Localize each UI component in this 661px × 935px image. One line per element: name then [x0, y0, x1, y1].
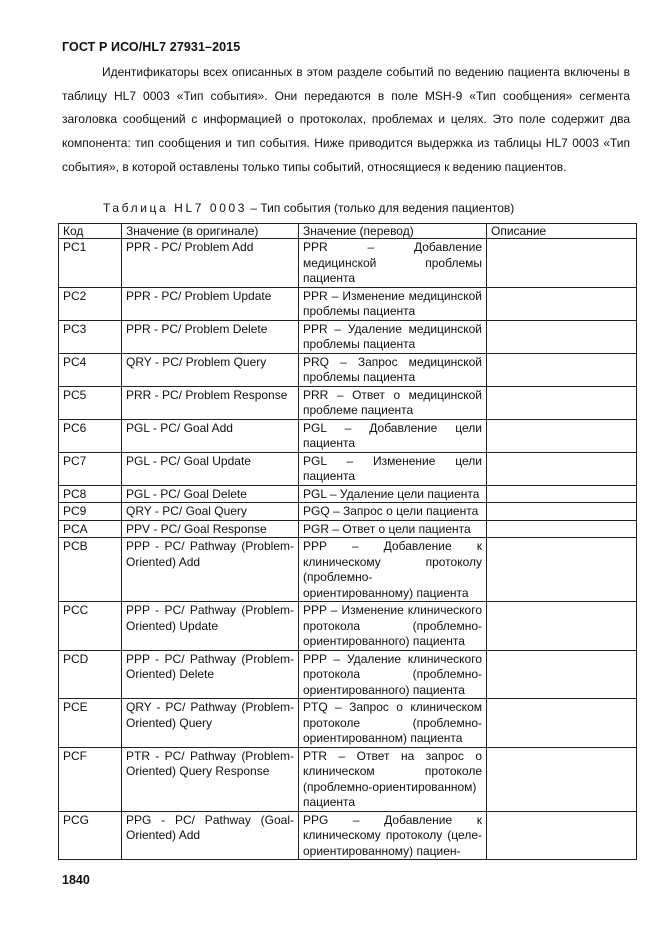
- cell-code: PCG: [59, 811, 122, 860]
- cell-code: PC1: [59, 239, 122, 288]
- cell-translation: PTR – Ответ на запрос о клиническом протоколе (проблемно-ориентированном) пациента: [299, 747, 487, 811]
- cell-description: [487, 538, 637, 602]
- cell-description: [487, 452, 637, 485]
- cell-description: [487, 602, 637, 651]
- cell-description: [487, 320, 637, 353]
- table-row: [59, 287, 637, 320]
- cell-translation: PGR – Ответ о цели пациента: [299, 520, 487, 538]
- cell-description: [487, 419, 637, 452]
- column-header-description: Описание: [487, 224, 637, 239]
- cell-code: PCB: [59, 538, 122, 602]
- cell-translation: PGQ – Запрос о цели пациента: [299, 503, 487, 521]
- table-caption-label: Таблица HL7 0003: [103, 201, 248, 215]
- column-header-original: Значение (в оригинале): [122, 224, 299, 239]
- cell-code: PCD: [59, 650, 122, 699]
- table-row: [59, 452, 637, 485]
- cell-code: PC4: [59, 353, 122, 386]
- cell-translation: PRQ – Запрос медицинской проблемы пациента: [299, 353, 487, 386]
- table-row: [59, 503, 637, 521]
- cell-code: PC7: [59, 452, 122, 485]
- table-body: [59, 239, 637, 860]
- document-header: ГОСТ Р ИСО/HL7 27931–2015: [62, 40, 241, 54]
- cell-original: PPP - PC/ Pathway (Problem-Oriented) Delete: [122, 650, 299, 699]
- cell-translation: PTQ – Запрос о клиническом протоколе (проблемно-ориентированном) пациента: [299, 699, 487, 748]
- cell-description: [487, 811, 637, 860]
- table-row: [59, 602, 637, 651]
- table-row: [59, 699, 637, 748]
- cell-original: PPP - PC/ Pathway (Problem-Oriented) Update: [122, 602, 299, 651]
- column-header-translation: Значение (перевод): [299, 224, 487, 239]
- cell-original: PGL - PC/ Goal Delete: [122, 485, 299, 503]
- cell-code: PCA: [59, 520, 122, 538]
- cell-original: PPP - PC/ Pathway (Problem-Oriented) Add: [122, 538, 299, 602]
- cell-original: QRY - PC/ Goal Query: [122, 503, 299, 521]
- table-row: [59, 320, 637, 353]
- cell-description: [487, 699, 637, 748]
- intro-paragraph: [62, 61, 630, 180]
- table-header-row: [59, 224, 637, 239]
- cell-original: PGL - PC/ Goal Update: [122, 452, 299, 485]
- table-row: [59, 538, 637, 602]
- table-caption: [103, 201, 514, 215]
- event-type-table: [58, 223, 637, 860]
- cell-original: PPG - PC/ Pathway (Goal-Oriented) Add: [122, 811, 299, 860]
- table-row: [59, 419, 637, 452]
- cell-description: [487, 520, 637, 538]
- cell-description: [487, 287, 637, 320]
- cell-original: PRR - PC/ Problem Response: [122, 386, 299, 419]
- column-header-code: Код: [59, 224, 122, 239]
- cell-original: PPV - PC/ Goal Response: [122, 520, 299, 538]
- cell-translation: PPR – Изменение медицинской проблемы пациента: [299, 287, 487, 320]
- cell-original: PPR - PC/ Problem Add: [122, 239, 299, 288]
- cell-code: PC6: [59, 419, 122, 452]
- cell-description: [487, 650, 637, 699]
- table-caption-text: – Тип события (только для ведения пациентов): [250, 201, 515, 215]
- cell-translation: PPP – Изменение клинического протокола (проблемно-ориентированного) пациента: [299, 602, 487, 651]
- cell-original: PPR - PC/ Problem Update: [122, 287, 299, 320]
- cell-original: PGL - PC/ Goal Add: [122, 419, 299, 452]
- cell-translation: PGL – Изменение цели пациента: [299, 452, 487, 485]
- cell-code: PC8: [59, 485, 122, 503]
- table-row: [59, 520, 637, 538]
- table-row: [59, 811, 637, 860]
- cell-description: [487, 485, 637, 503]
- table-row: [59, 386, 637, 419]
- cell-code: PC2: [59, 287, 122, 320]
- cell-code: PCE: [59, 699, 122, 748]
- cell-code: PC9: [59, 503, 122, 521]
- cell-code: PC5: [59, 386, 122, 419]
- cell-translation: PGL – Добавление цели пациента: [299, 419, 487, 452]
- cell-description: [487, 239, 637, 288]
- cell-original: QRY - PC/ Pathway (Problem-Oriented) Query: [122, 699, 299, 748]
- intro-text: Идентификаторы всех описанных в этом разделе событий по ведению пациента включены в таблицу HL7 0003 «Тип события». Они передаются в поле MSH-9 «Тип сообщения» сегмента заголовка сообщений с информацией о протоколах, проблемах и целях. Это поле содержит два компонента: тип сообщения и тип события. Ниже приводится выдержка из таблицы HL7 0003 «Тип события», в которой оставлены только типы событий, относящиеся к ведению пациентов.: [62, 65, 630, 174]
- table-row: [59, 650, 637, 699]
- cell-description: [487, 386, 637, 419]
- cell-code: PCC: [59, 602, 122, 651]
- cell-translation: PPR – Добавление медицинской проблемы пациента: [299, 239, 487, 288]
- cell-translation: PPR – Удаление медицинской проблемы пациента: [299, 320, 487, 353]
- table-row: [59, 239, 637, 288]
- cell-description: [487, 747, 637, 811]
- table-row: [59, 353, 637, 386]
- cell-original: PTR - PC/ Pathway (Problem-Oriented) Query Response: [122, 747, 299, 811]
- cell-translation: PGL – Удаление цели пациента: [299, 485, 487, 503]
- cell-original: PPR - PC/ Problem Delete: [122, 320, 299, 353]
- cell-translation: PRR – Ответ о медицинской проблеме пациента: [299, 386, 487, 419]
- page-number: 1840: [62, 873, 90, 887]
- cell-translation: PPP – Удаление клинического протокола (проблемно-ориентированного) пациента: [299, 650, 487, 699]
- cell-translation: PPG – Добавление к клиническому протоколу (целе-ориентированному) пациен-: [299, 811, 487, 860]
- cell-code: PCF: [59, 747, 122, 811]
- cell-original: QRY - PC/ Problem Query: [122, 353, 299, 386]
- table-row: [59, 747, 637, 811]
- cell-description: [487, 503, 637, 521]
- cell-code: PC3: [59, 320, 122, 353]
- cell-translation: PPP – Добавление к клиническому протоколу (проблемно-ориентированному) пациента: [299, 538, 487, 602]
- cell-description: [487, 353, 637, 386]
- table-row: [59, 485, 637, 503]
